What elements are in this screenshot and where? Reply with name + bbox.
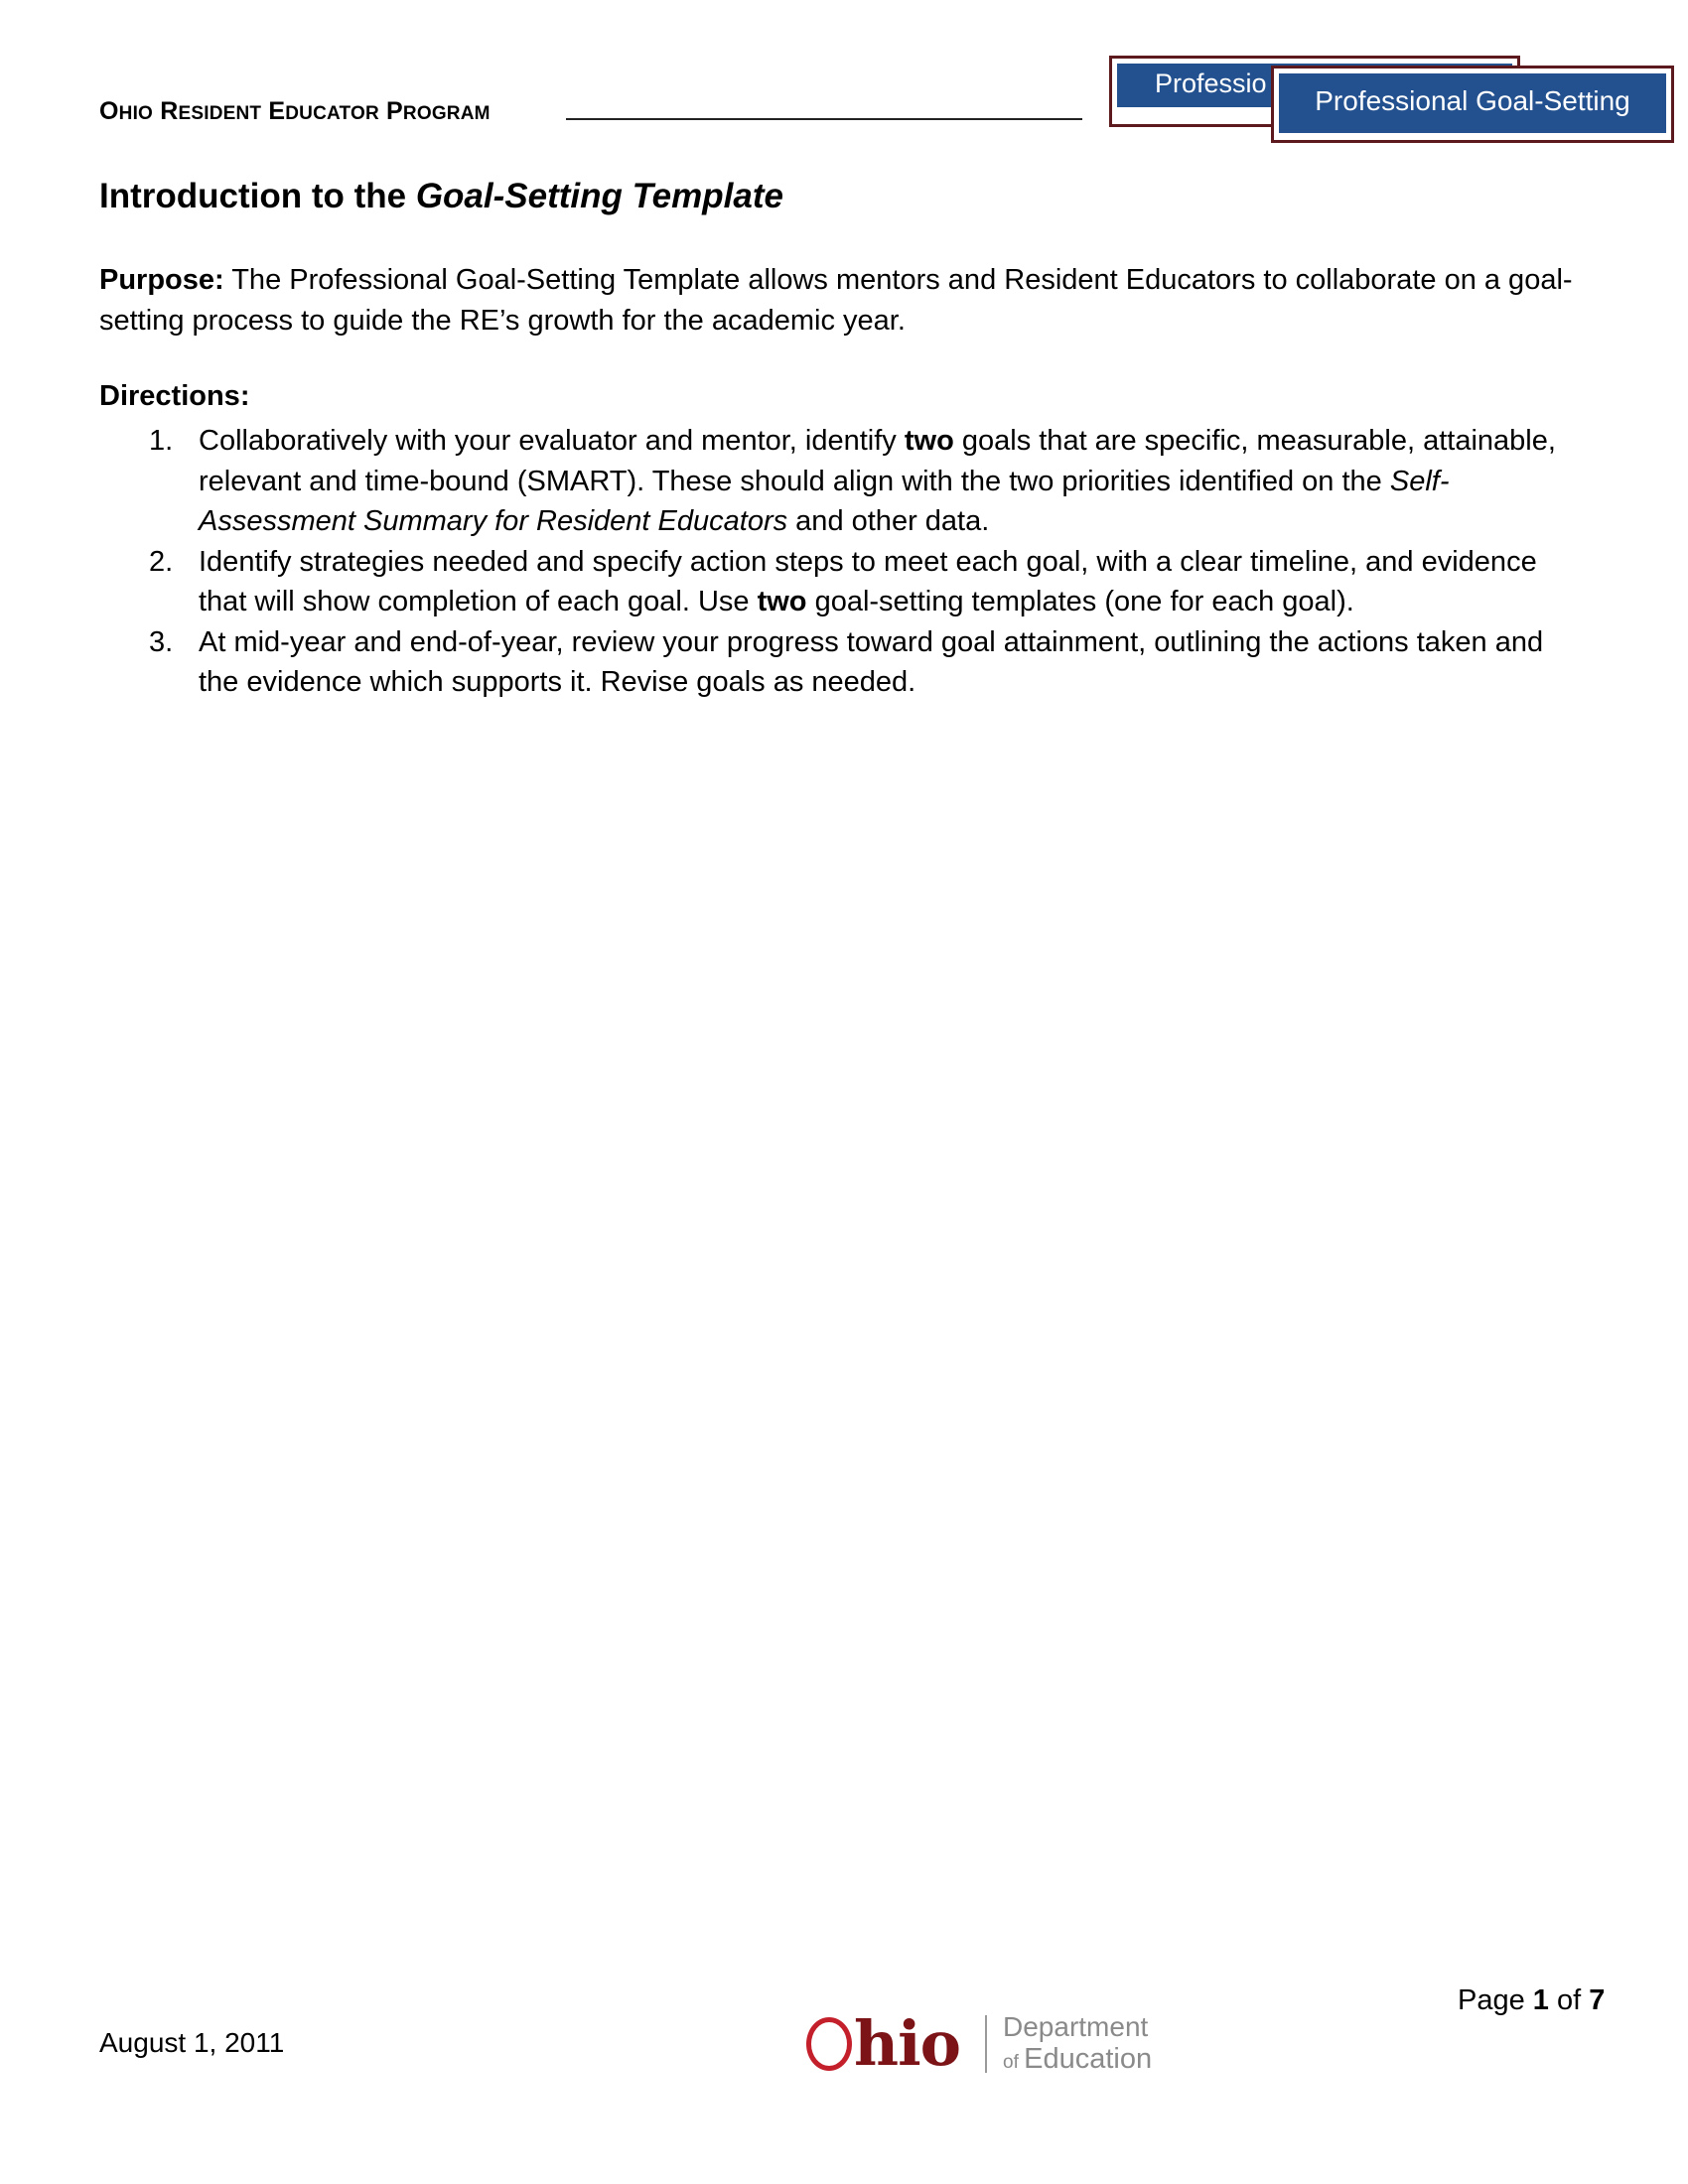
section-tab-back-label: Professio (1117, 64, 1512, 107)
header-letter: E (268, 97, 286, 125)
header-word: ROGRAM (402, 103, 491, 124)
list-item (99, 421, 1589, 542)
logo-education: Education (1024, 2043, 1153, 2075)
page-number (1458, 1984, 1605, 2017)
header-word: DUCATOR (285, 103, 379, 124)
directions-list (99, 421, 1589, 703)
title-plain: Introduction to the (99, 177, 416, 215)
list-text: goal-setting templates (one for each goal). (806, 586, 1354, 617)
list-item (99, 542, 1589, 622)
list-number: 1. (149, 425, 174, 457)
list-text: Collaboratively with your evaluator and mentor, identify (199, 425, 905, 457)
list-number: 3. (149, 625, 174, 658)
logo-education-line (1003, 2043, 1152, 2079)
list-number: 2. (149, 545, 174, 578)
list-text: At mid-year and end-of-year, review your progress toward goal attainment, outlining the actions taken and the evidence which supports it. Revise goals as needed. (199, 625, 1544, 698)
program-header (99, 97, 491, 126)
section-tab (1271, 66, 1674, 143)
list-text: goals that are specific, measurable, attainable, relevant and time-bound (SMART). These should align with the two priorities identified on the (199, 425, 1556, 497)
logo-department: Department (1003, 2011, 1149, 2042)
list-bold: two (904, 425, 954, 457)
page-title (99, 177, 783, 216)
page-total: 7 (1589, 1984, 1606, 2016)
list-italic: Self-Assessment Summary for Resident Educators (199, 465, 1450, 537)
header-letter: P (386, 97, 403, 125)
header-letter: R (160, 97, 179, 125)
ohio-department-logo (806, 2009, 1174, 2079)
ohio-o-icon (806, 2017, 852, 2071)
section-tab-label: Professional Goal-Setting (1279, 73, 1666, 133)
list-text: Identify strategies needed and specify action steps to meet each goal, with a clear timeline, and evidence that will show completion of each goal. Use (199, 545, 1537, 617)
header-word: ESIDENT (178, 103, 262, 124)
document-date: August 1, 2011 (99, 2027, 285, 2058)
logo-of: of (1003, 2052, 1025, 2073)
title-italic: Goal-Setting Template (415, 177, 783, 215)
header-rule (566, 118, 1082, 120)
page-of: of (1548, 1984, 1590, 2016)
logo-ohio-text: hio (854, 2007, 960, 2080)
header-word: HIO (118, 103, 154, 124)
list-item (99, 622, 1589, 703)
page-word: Page (1458, 1984, 1533, 2016)
list-bold: two (757, 586, 807, 617)
logo-divider (985, 2015, 987, 2073)
header-letter: O (99, 97, 119, 125)
purpose-text: The Professional Goal-Setting Template allows mentors and Resident Educators to collaborate on a goal-setting process to guide the RE’s growth for the academic year. (99, 264, 1573, 337)
list-text: and other data. (787, 505, 990, 537)
page-current: 1 (1532, 1984, 1549, 2016)
purpose-label: Purpose: (99, 264, 224, 296)
directions-label: Directions: (99, 380, 250, 412)
purpose-paragraph (99, 260, 1589, 341)
